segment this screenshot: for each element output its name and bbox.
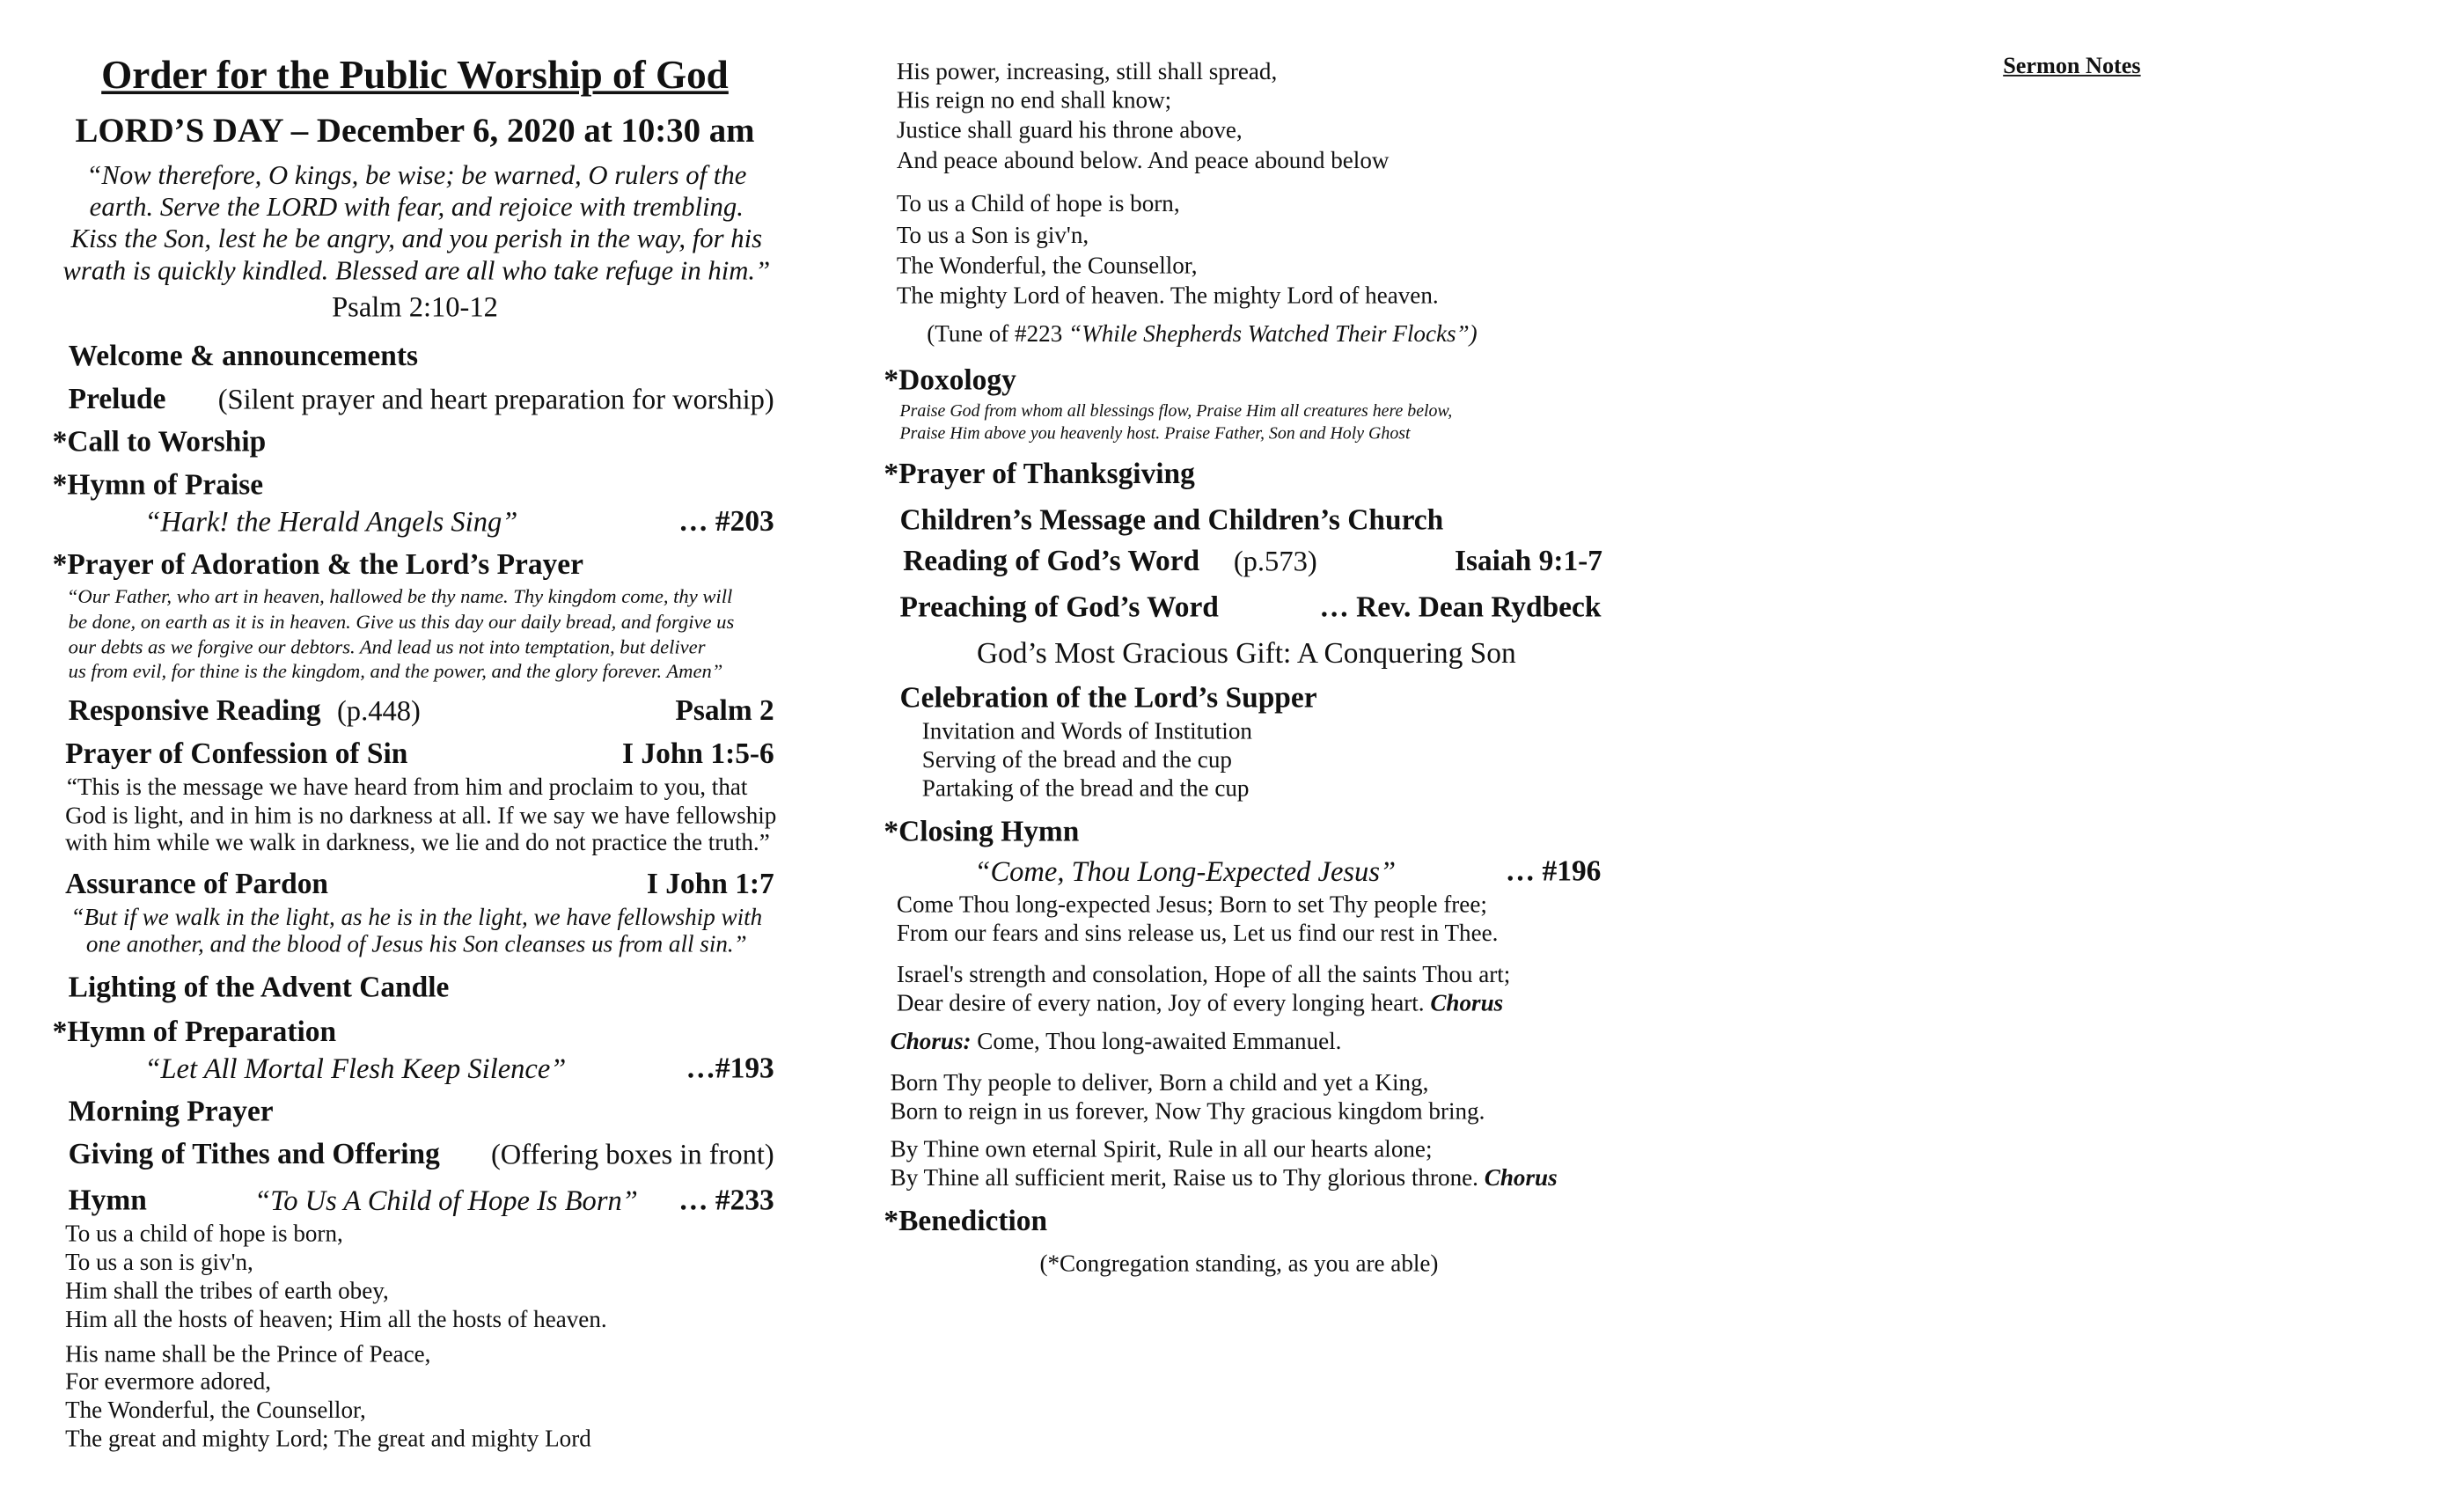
quote-reference: Psalm 2:10-12 [332,290,498,323]
prayer-line: be done, on earth as it is in heaven. Give us this day our daily bread, and forgive us [68,610,735,634]
advent-heading: Lighting of the Advent Candle [68,972,450,1005]
service-date: LORD’S DAY – December 6, 2020 at 10:30 am [75,111,755,150]
lyric-line: Israel's strength and consolation, Hope of all the saints Thou art; [896,963,1511,989]
tune-note [927,322,1478,348]
hymn-of-praise-heading: *Hymn of Praise [52,470,264,502]
hymn-number: … #233 [678,1185,774,1218]
scripture-reference: Isaiah 9:1-7 [1454,546,1603,579]
standing-note: (*Congregation standing, as you are able) [1039,1252,1439,1278]
tune-prefix: (Tune of #223 [927,322,1069,348]
thanksgiving-heading: *Prayer of Thanksgiving [884,458,1195,491]
call-to-worship-heading: *Call to Worship [52,427,267,459]
quote-line: earth. Serve the LORD with fear, and rejoice with trembling. [89,191,744,223]
benediction-heading: *Benediction [884,1206,1048,1238]
lyric-line: Him all the hosts of heaven; Him all the hosts of heaven. [65,1308,607,1334]
hymn-of-preparation-heading: *Hymn of Preparation [52,1016,337,1049]
scripture-reference: I John 1:5-6 [622,738,774,771]
scripture-reference: I John 1:7 [646,869,774,901]
supper-heading: Celebration of the Lord’s Supper [899,683,1317,715]
prayer-line: our debts as we forgive our debtors. And lead us not into temptation, but deliver [68,635,706,659]
confession-line: “This is the message we have heard from him and proclaim to you, that [66,775,748,802]
hymn-number: … #203 [678,506,774,539]
prayer-line: “Our Father, who art in heaven, hallowed be thy name. Thy kingdom come, thy will [66,585,733,608]
assurance-line: one another, and the blood of Jesus his Son cleanses us from all sin.” [85,932,747,958]
lyric-line: By Thine own eternal Spirit, Rule in all our hearts alone; [890,1138,1433,1163]
lyric-line: Born Thy people to deliver, Born a child and yet a King, [890,1071,1429,1097]
supper-item: Serving of the bread and the cup [921,748,1232,774]
hymn-number: …#193 [686,1053,774,1086]
doxology-heading: *Doxology [884,365,1016,398]
assurance-heading: Assurance of Pardon [65,869,329,901]
confession-line: God is light, and in him is no darkness at all. If we say we have fellowship [65,803,777,830]
lyric-text: By Thine all sufficient merit, Raise us to Thy glorious throne. [890,1166,1485,1192]
confession-line: with him while we walk in darkness, we lie and do not practice the truth.” [65,831,770,857]
hymn-title: “To Us A Child of Hope Is Born” [254,1184,638,1217]
closing-hymn-heading: *Closing Hymn [884,817,1080,849]
responsive-reading-heading: Responsive Reading [68,695,321,729]
chorus-line [891,1030,1342,1056]
lyric-line [891,1167,1558,1193]
adoration-heading: *Prayer of Adoration & the Lord’s Prayer [52,549,583,582]
supper-item: Invitation and Words of Institution [921,719,1252,745]
page-reference: (p.573) [1233,545,1317,577]
lyric-line: To us a son is giv'n, [65,1250,253,1277]
lyric-line: His power, increasing, still shall spread, [896,60,1278,86]
chorus-label: Chorus: [890,1030,972,1056]
lyric-line: Him shall the tribes of earth obey, [65,1279,389,1305]
hymn-title: “Come, Thou Long-Expected Jesus” [974,855,1397,888]
chorus-text: Come, Thou long-awaited Emmanuel. [971,1030,1342,1056]
page-reference: (p.448) [336,694,421,727]
sermon-title: God’s Most Gracious Gift: A Conquering Son [976,638,1516,671]
page-title: Order for the Public Worship of God [101,54,729,98]
hymn-heading: Hymn [68,1185,147,1218]
lyric-line: The Wonderful, the Counsellor, [65,1398,366,1425]
hymn-title: “Let All Mortal Flesh Keep Silence” [144,1052,567,1085]
tithes-heading: Giving of Tithes and Offering [68,1139,440,1172]
preaching-heading: Preaching of God’s Word [899,592,1219,625]
lyric-line: Justice shall guard his throne above, [896,119,1243,144]
reading-heading: Reading of God’s Word [903,546,1200,579]
lyric-line: Come Thou long-expected Jesus; Born to set Thy people free; [896,892,1487,919]
lyric-line: The mighty Lord of heaven. The mighty Lord of heaven. [896,283,1439,310]
lyric-line: The great and mighty Lord; The great and mighty Lord [65,1426,591,1453]
preacher-name: … Rev. Dean Rydbeck [1319,592,1602,625]
doxology-line: Praise God from whom all blessings flow, Praise Him all creatures here below, [899,401,1453,422]
childrens-message-heading: Children’s Message and Children’s Church [899,505,1444,538]
quote-line: Kiss the Son, lest he be angry, and you perish in the way, for his [70,224,763,254]
sermon-notes-heading: Sermon Notes [2003,54,2141,80]
tune-title: “While Shepherds Watched Their Flocks”) [1068,322,1478,348]
chorus-marker: Chorus [1430,991,1504,1017]
scripture-reference: Psalm 2 [675,695,774,729]
tithes-note: (Offering boxes in front) [490,1138,774,1170]
lyric-line [897,992,1503,1018]
lyric-line: From our fears and sins release us, Let us find our rest in Thee. [896,921,1499,948]
chorus-marker: Chorus [1484,1166,1558,1192]
lyric-line: His reign no end shall know; [896,88,1172,114]
lyric-line: For evermore adored, [65,1369,272,1396]
lyric-line: And peace abound below. And peace abound below [896,149,1390,175]
lyric-line: To us a Son is giv'n, [896,224,1089,250]
prayer-line: us from evil, for thine is the kingdom, and the power, and the glory forever. Amen” [68,659,723,683]
hymn-number: … #196 [1505,856,1602,889]
doxology-line: Praise Him above you heavenly host. Praise Father, Son and Holy Ghost [899,424,1411,444]
hymn-title: “Hark! the Herald Angels Sing” [144,505,518,538]
lyric-line: To us a child of hope is born, [65,1221,343,1248]
quote-line: “Now therefore, O kings, be wise; be warned, O rulers of the [86,159,747,191]
quote-line: wrath is quickly kindled. Blessed are all who take refuge in him.” [62,255,771,286]
lyric-line: Born to reign in us forever, Now Thy gracious kingdom bring. [890,1099,1485,1126]
supper-item: Partaking of the bread and the cup [921,776,1250,803]
lyric-line: To us a Child of hope is born, [896,192,1180,218]
morning-prayer-heading: Morning Prayer [68,1096,274,1129]
lyric-line: The Wonderful, the Counsellor, [896,253,1198,280]
assurance-line: “But if we walk in the light, as he is in the light, we have fellowship with [70,906,763,932]
confession-heading: Prayer of Confession of Sin [65,738,408,771]
welcome-heading: Welcome & announcements [68,341,418,374]
lyric-line: His name shall be the Prince of Peace, [65,1343,431,1368]
prelude-note: (Silent prayer and heart preparation for worship) [217,383,774,415]
lyric-text: Dear desire of every nation, Joy of every longing heart. [896,991,1431,1017]
prelude-heading: Prelude [68,384,166,416]
